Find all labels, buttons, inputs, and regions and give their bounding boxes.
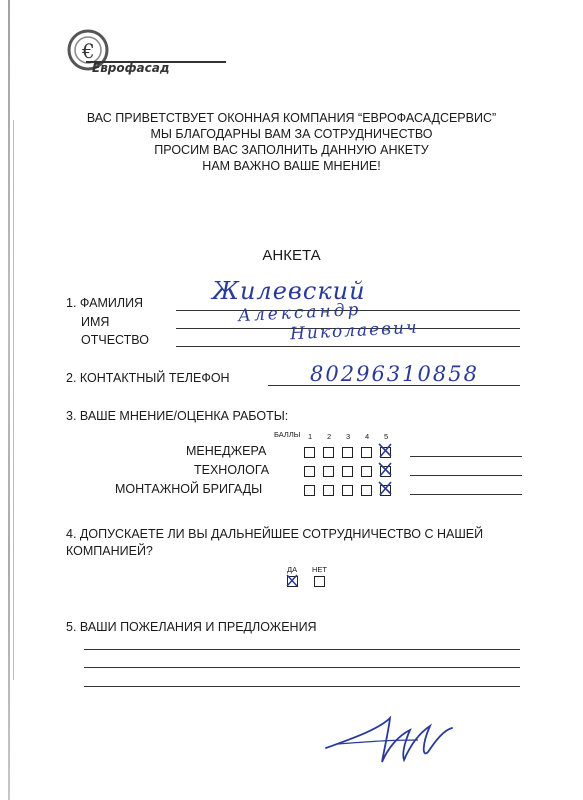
scale-3: 3 [346, 432, 351, 441]
technologist-check-mark [376, 460, 394, 478]
scale-2: 2 [327, 432, 332, 441]
crew-score-3-box[interactable] [342, 485, 353, 496]
suggestions-line-1 [84, 649, 520, 650]
phone-label: 2. КОНТАКТНЫЙ ТЕЛЕФОН [66, 371, 230, 385]
yes-check-mark [284, 572, 300, 588]
svg-text:€: € [82, 39, 95, 63]
binding-edge [8, 0, 10, 800]
form-title: АНКЕТА [262, 247, 321, 264]
scale-1: 1 [308, 432, 313, 441]
rating-row-manager-label: МЕНЕДЖЕРА [186, 444, 267, 458]
surname-value[interactable]: Жилевский [212, 277, 366, 305]
binding-edge-shadow [13, 120, 14, 680]
company-logo [66, 28, 236, 78]
rating-row-crew-label: МОНТАЖНОЙ БРИГАДЫ [115, 482, 263, 496]
crew-score-1-box[interactable] [304, 485, 315, 496]
manager-comment-line [410, 456, 522, 457]
manager-score-2-box[interactable] [323, 447, 334, 458]
rating-row-technologist-label: ТЕХНОЛОГА [194, 463, 270, 477]
signature-mark [318, 700, 468, 775]
technologist-comment-line [410, 475, 522, 476]
phone-value[interactable]: 80296310858 [310, 362, 479, 386]
patronymic-line [176, 346, 520, 347]
greeting-line-4: НАМ ВАЖНО ВАШЕ МНЕНИЕ! [202, 159, 381, 173]
technologist-score-1-box[interactable] [304, 466, 315, 477]
crew-check-mark [376, 479, 394, 497]
patronymic-label: ОТЧЕСТВО [81, 333, 149, 347]
suggestions-line-3 [84, 686, 520, 687]
scale-5: 5 [384, 432, 389, 441]
rating-label: 3. ВАШЕ МНЕНИЕ/ОЦЕНКА РАБОТЫ: [66, 409, 289, 423]
crew-score-2-box[interactable] [323, 485, 334, 496]
crew-score-4-box[interactable] [361, 485, 372, 496]
no-checkbox[interactable] [314, 576, 325, 587]
technologist-score-4-box[interactable] [361, 466, 372, 477]
logo-wordmark: Еврофасад [92, 61, 170, 75]
cooperation-question-line-1: 4. ДОПУСКАЕТЕ ЛИ ВЫ ДАЛЬНЕЙШЕЕ СОТРУДНИЧЕСТВО С НАШЕЙ [66, 527, 484, 541]
yes-label: ДА [287, 565, 298, 574]
scale-4: 4 [365, 432, 370, 441]
crew-comment-line [410, 494, 522, 495]
manager-score-1-box[interactable] [304, 447, 315, 458]
suggestions-line-2 [84, 667, 520, 668]
name-label: ИМЯ [81, 315, 110, 329]
manager-score-3-box[interactable] [342, 447, 353, 458]
greeting-block [40, 110, 543, 174]
greeting-line-1: ВАС ПРИВЕТСТВУЕТ ОКОННАЯ КОМПАНИЯ “ЕВРОФАСАДСЕРВИС” [86, 111, 497, 125]
manager-score-4-box[interactable] [361, 447, 372, 458]
greeting-line-2: МЫ БЛАГОДАРНЫ ВАМ ЗА СОТРУДНИЧЕСТВО [150, 127, 433, 141]
technologist-score-2-box[interactable] [323, 466, 334, 477]
technologist-score-3-box[interactable] [342, 466, 353, 477]
name-value[interactable]: Александр [237, 299, 362, 327]
no-label: НЕТ [312, 565, 327, 574]
suggestions-label: 5. ВАШИ ПОЖЕЛАНИЯ И ПРЕДЛОЖЕНИЯ [66, 620, 317, 634]
greeting-line-3: ПРОСИМ ВАС ЗАПОЛНИТЬ ДАННУЮ АНКЕТУ [154, 143, 429, 157]
patronymic-value[interactable]: Николаевич [289, 317, 420, 345]
manager-check-mark [376, 441, 394, 459]
scale-label: БАЛЛЫ [274, 430, 301, 439]
cooperation-question-line-2: КОМПАНИЕЙ? [66, 544, 153, 558]
surname-label: 1. ФАМИЛИЯ [66, 296, 144, 310]
